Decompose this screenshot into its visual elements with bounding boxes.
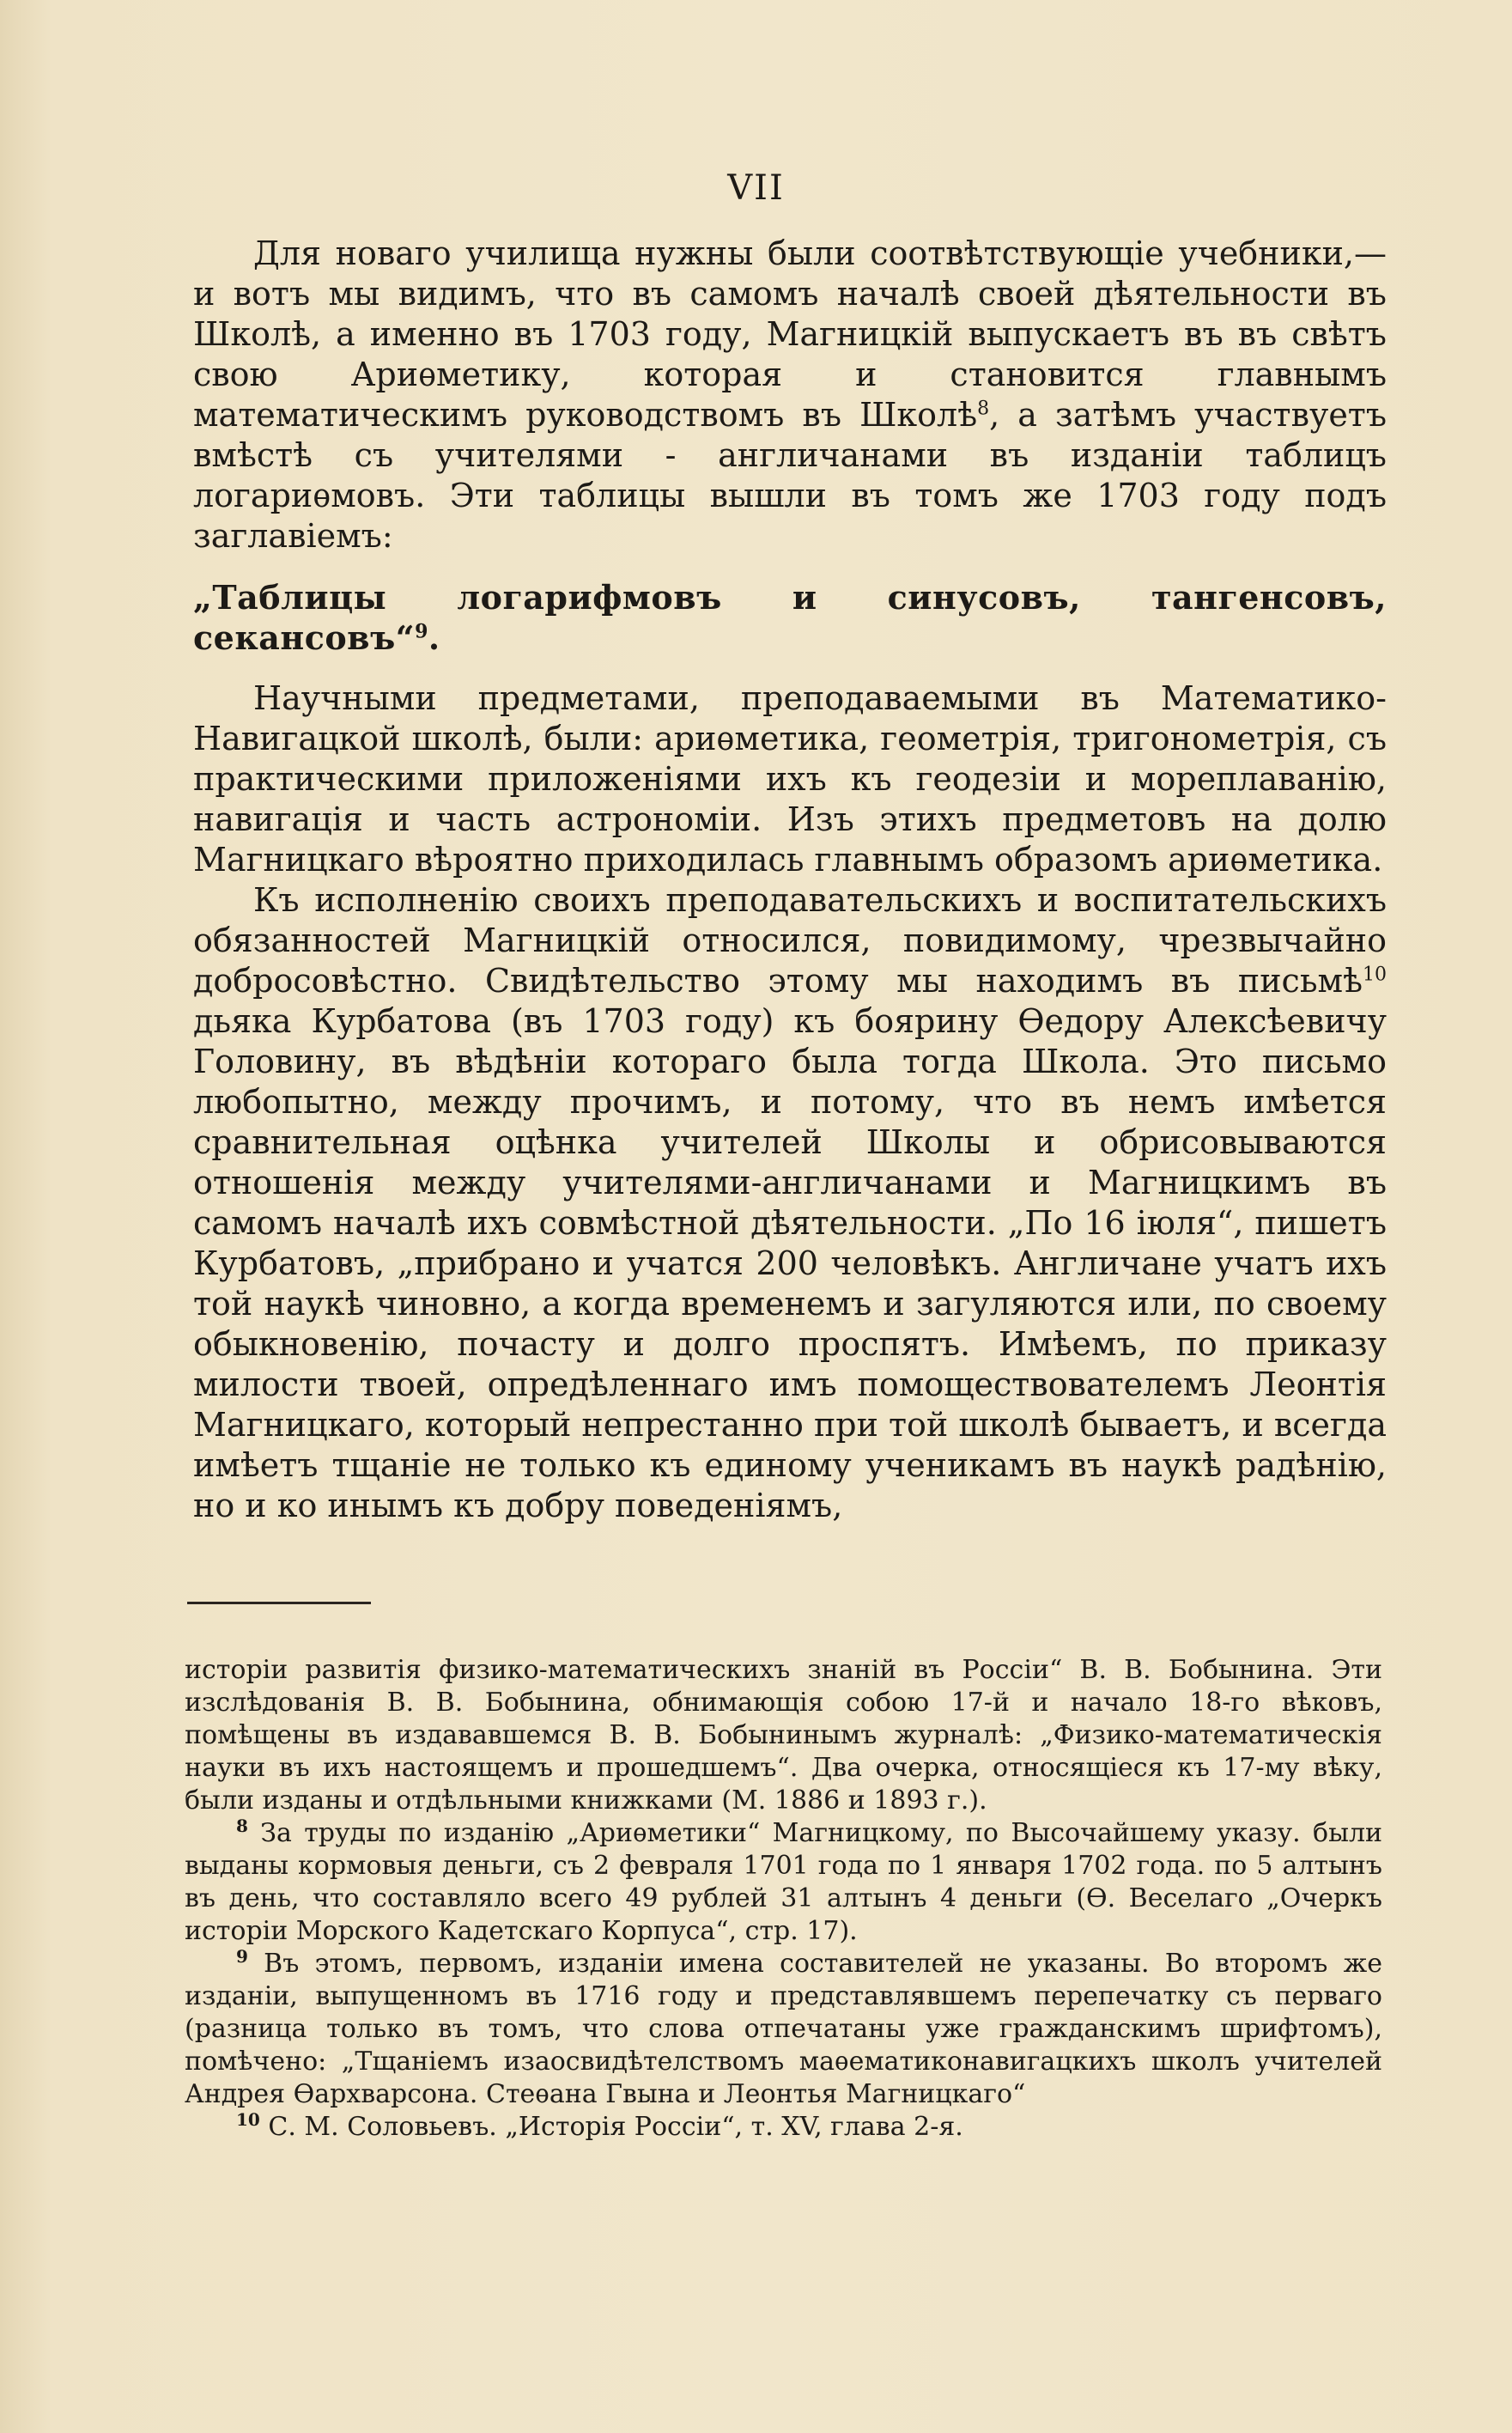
- footnote-marker[interactable]: 10: [1363, 964, 1387, 986]
- main-text: [193, 234, 1387, 1526]
- paragraph-text: Научными предметами, преподаваемыми въ Математико-Навигацкой школѣ, были: ариѳметика, геометрія, тригонометрія, съ практическими приложеніями ихъ къ геодезіи и мореплаванію, навигація и часть астрономіи. Изъ этихъ предметовъ на долю Магницкаго вѣроятно приходилась главнымъ образомъ ариѳметика.: [193, 679, 1387, 879]
- slavonic-title-text: „Таблицы логарифмовъ и синусовъ, тангенсовъ, секансовъ“: [193, 578, 1387, 657]
- footnote-text: исторіи развитія физико-математическихъ знаній въ Россіи“ В. В. Бобынина. Эти изслѣдованія В. В. Бобынина, обнимающія собою 17-й и начало 18-го вѣковъ, помѣщены въ издававшемся В. В. Бобынинымъ журналѣ: „Физико-математическія науки въ ихъ настоящемъ и прошедшемъ“. Два очерка, относящіеся къ 17-му вѣку, были изданы и отдѣльными книжками (М. 1886 и 1893 г.).: [185, 1655, 1382, 1816]
- paragraph-text: , а затѣмъ участвуетъ вмѣстѣ съ учителями - англичанами въ изданіи таблицъ логариѳмовъ. Эти таблицы вышли въ томъ же 1703 году подъ заглавіемъ:: [193, 396, 1388, 555]
- footnote-text: Въ этомъ, первомъ, изданіи имена составителей не указаны. Во второмъ же изданіи, выпущенномъ въ 1716 году и представлявшемъ перепечатку съ перваго (разница только въ томъ, что слова отпечатаны уже гражданскимъ шрифтомъ), помѣчено: „Тщаніемъ изаосвидѣтелствомъ маѳематиконавигацкихъ школъ учителей Андрея Ѳархварсона. Стеѳана Гвына и Леонтья Магницкаго“: [185, 1949, 1382, 2109]
- footnote-text: С. М. Соловьевъ. „Исторія Россіи“, т. XV, глава 2-я.: [259, 2112, 963, 2142]
- footnote-marker[interactable]: 8: [977, 398, 990, 420]
- footnote-number: 8: [236, 1816, 248, 1836]
- paragraph-1: [193, 234, 1387, 557]
- paragraph-text: Для новаго училища нужны были соотвѣтствующіе учебники,— и вотъ мы видимъ, что въ самомъ началѣ своей дѣятельности въ Школѣ, а именно въ 1703 году, Магницкій выпускаетъ въ въ свѣтъ свою Ариѳметику, которая и становится главнымъ математическимъ руководствомъ въ Школѣ: [193, 234, 1387, 434]
- page-number: VII: [727, 168, 785, 208]
- footnote-text: За труды по изданію „Ариѳметики“ Магницкому, по Высочайшему указу. были выданы кормовыя деньги, съ 2 февраля 1701 года по 1 января 1702 года. по 5 алтынъ въ день, что составляло всего 49 рублей 31 алтынъ 4 деньги (Ѳ. Веселаго „Очеркъ исторіи Морского Кадетскаго Корпуса“, стр. 17).: [185, 1818, 1382, 1946]
- slavonic-title-end: .: [428, 618, 440, 657]
- footnote-10: [185, 2111, 1382, 2144]
- footnote-marker[interactable]: 9: [415, 620, 428, 643]
- footnote-8: [185, 1817, 1382, 1948]
- footnote-9: [185, 1948, 1382, 2111]
- slavonic-title: [193, 577, 1387, 658]
- paragraph-2: [193, 678, 1387, 880]
- paragraph-text: дьяка Курбатова (въ 1703 году) къ боярину Ѳедору Алексѣевичу Головину, въ вѣдѣніи котораго была тогда Школа. Это письмо любопытно, между прочимъ, и потому, что въ немъ имѣется сравнительная оцѣнка учителей Школы и обрисовываются отношенія между учителями-англичанами и Магницкимъ въ самомъ началѣ ихъ совмѣстной дѣятельности. „По 16 іюля“, пишетъ Курбатовъ, „прибрано и учатся 200 человѣкъ. Англичане учатъ ихъ той наукѣ чиновно, а когда временемъ и загуляются или, по своему обыкновенію, почасту и долго проспятъ. Имѣемъ, по приказу милости твоей, опредѣленнаго имъ помоществователемъ Леонтія Магницкаго, который непрестанно при той школѣ бываетъ, и всегда имѣетъ тщаніе не только къ единому ученикамъ въ наукѣ радѣнію, но и ко инымъ къ добру поведеніямъ,: [193, 1002, 1387, 1524]
- paragraph-3: [193, 880, 1387, 1526]
- paragraph-text: Къ исполненію своихъ преподавательскихъ и воспитательскихъ обязанностей Магницкій относился, повидимому, чрезвычайно добросовѣстно. Свидѣтельство этому мы находимъ въ письмѣ: [193, 881, 1387, 1000]
- footnote-continuation: [185, 1654, 1382, 1817]
- footnote-number: 9: [236, 1946, 248, 1967]
- footnote-number: 10: [236, 2109, 260, 2130]
- footnote-rule: [187, 1602, 371, 1604]
- footnotes: [185, 1654, 1382, 2144]
